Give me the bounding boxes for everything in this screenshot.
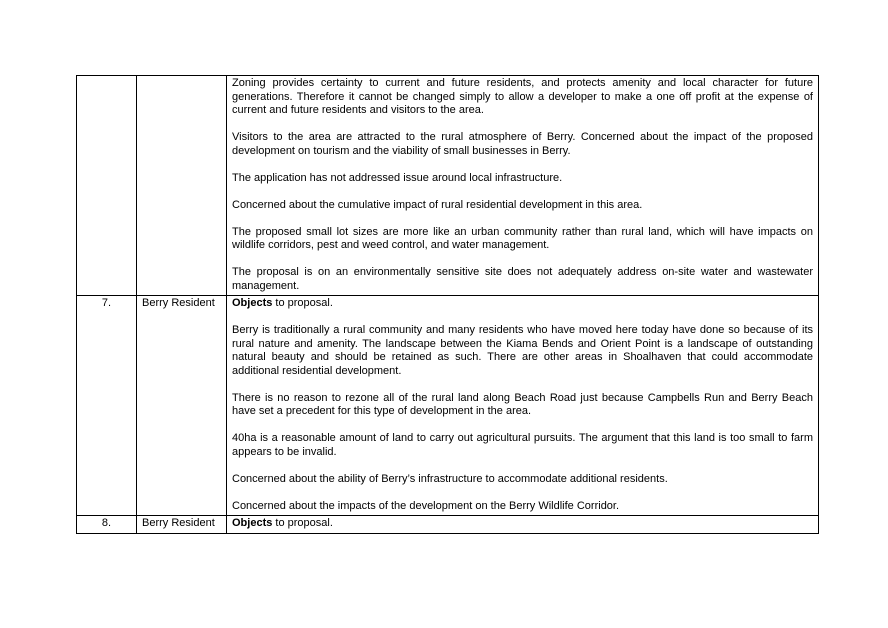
comment-paragraph: Concerned about the cumulative impact of rural residential development in this area. xyxy=(232,198,643,211)
comment-paragraph: Zoning provides certainty to current and future residents, and protects amenity and local character for future generations. Therefore it cannot be changed simply to allow a developer to make a one off profit at the expense of current and future residents and visitors to the area. xyxy=(232,77,813,116)
comment-paragraph: The application has not addressed issue around local infrastructure. xyxy=(232,171,563,184)
submission-number xyxy=(77,76,137,296)
comment-paragraph: 40ha is a reasonable amount of land to carry out agricultural pursuits. The argument that this land is too small to farm appears to be invalid. xyxy=(232,432,813,458)
position-statement xyxy=(232,297,813,311)
submission-comments xyxy=(227,516,819,534)
position-text: to proposal. xyxy=(272,297,333,309)
submission-number: 8. xyxy=(77,516,137,534)
comment-paragraph: Concerned about the ability of Berry’s infrastructure to accommodate additional residents. xyxy=(232,472,668,485)
comment-paragraph: Concerned about the impacts of the development on the Berry Wildlife Corridor. xyxy=(232,499,620,512)
comment-paragraph: Berry is traditionally a rural community and many residents who have moved here today have done so because of its rural nature and amenity. The landscape between the Kiama Bends and Orient Point is a landscape of outstanding natural beauty and should be retained as such. There are other areas in Shoalhaven that could accommodate additional residential development. xyxy=(232,324,813,377)
comment-paragraph: The proposal is on an environmentally sensitive site does not adequately address on-site water and wastewater management. xyxy=(232,266,813,292)
submissions-table xyxy=(76,75,819,534)
comment-paragraph: Visitors to the area are attracted to the rural atmosphere of Berry. Concerned about the impact of the proposed development on tourism and the viability of small businesses in Berry. xyxy=(232,131,813,157)
comment-paragraph: There is no reason to rezone all of the rural land along Beach Road just because Campbells Run and Berry Beach have set a precedent for this type of development in the area. xyxy=(232,391,813,417)
comment-paragraph: The proposed small lot sizes are more like an urban community rather than rural land, which will have impacts on wildlife corridors, pest and weed control, and water management. xyxy=(232,225,813,251)
submitter-name: Berry Resident xyxy=(137,296,227,516)
position-keyword: Objects xyxy=(232,517,273,529)
submission-number: 7. xyxy=(77,296,137,516)
submitter-name xyxy=(137,76,227,296)
submitter-name: Berry Resident xyxy=(137,516,227,534)
position-statement xyxy=(232,517,813,531)
position-keyword: Objects xyxy=(232,297,273,309)
table-row xyxy=(77,296,819,516)
table-row xyxy=(77,76,819,296)
submission-comments xyxy=(227,296,819,516)
position-text: to proposal. xyxy=(272,517,333,529)
submission-comments xyxy=(227,76,819,296)
table-row xyxy=(77,516,819,534)
